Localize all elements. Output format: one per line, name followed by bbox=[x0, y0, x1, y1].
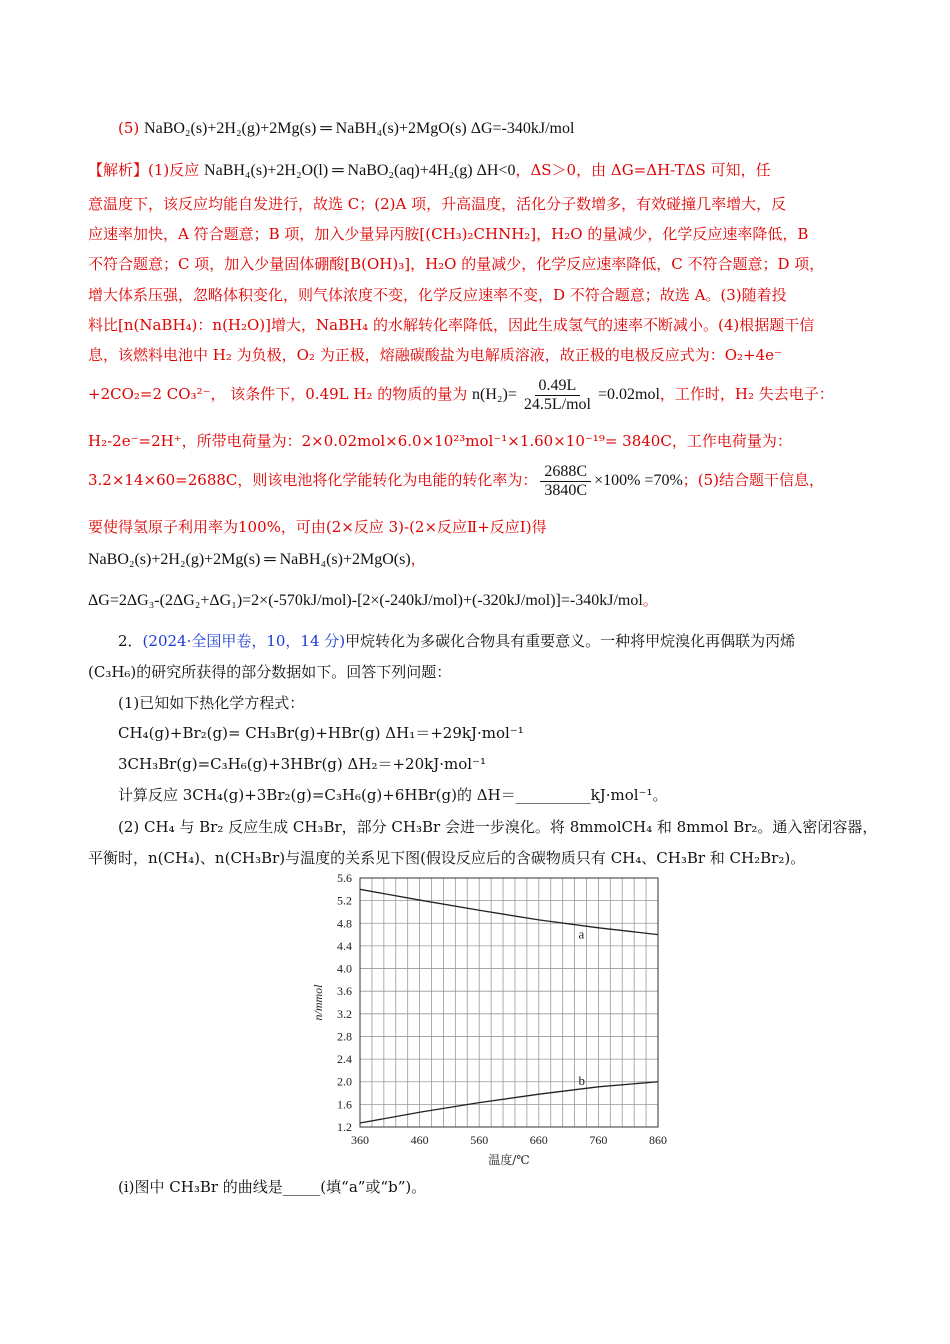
q2-line-1 bbox=[118, 631, 795, 651]
y-tick-label: 1.2 bbox=[337, 1120, 352, 1134]
y-tick-label: 5.2 bbox=[337, 893, 352, 908]
delta-g-equation: ΔG=2ΔG₃-(2ΔG₂+ΔG₁)=2×(-570kJ/mol)-[2×(-240kJ/mol)+(-320kJ/mol)]=-340kJ/mol bbox=[88, 592, 643, 609]
q2-part2-line-2: 平衡时，n(CH₄)、n(CH₃Br)与温度的关系见下图(假设反应后的含碳物质只有 CH₄、CH₃Br 和 CH₂Br₂)。 bbox=[88, 849, 806, 867]
analysis-text: +2CO₂=2 CO₃²⁻， 该条件下，0.49L H₂ 的物质的量为 bbox=[88, 385, 468, 403]
y-tick-label: 4.4 bbox=[337, 938, 352, 953]
q2-eq2: 3CH₃Br(g)=C₃H₆(g)+3HBr(g) ΔH₂＝+20kJ·mol⁻¹ bbox=[118, 755, 486, 773]
analysis-line-3: 应速率加快，A 符合题意；B 项，加入少量异丙胺[(CH₃)₂CHNH₂]，H₂O 的量减少，化学反应速率降低，B bbox=[88, 225, 809, 243]
analysis-text: 。 bbox=[642, 591, 658, 609]
q2-calc: 计算反应 3CH₄(g)+3Br₂(g)=C₃H₆(g)+6HBr(g)的 ΔH＝__________kJ·mol⁻¹。 bbox=[118, 786, 668, 804]
part5-label: (5) bbox=[118, 119, 140, 137]
part5-equation: NaBO₂(s)+2H₂(g)+2Mg(s) ═ NaBH₄(s)+2MgO(s) ΔG=-340kJ/mol bbox=[144, 120, 575, 137]
analysis-line-2: 意温度下，该反应均能自发进行，故选 C；(2)A 项，升高温度，活化分子数增多，有效碰撞几率增大，反 bbox=[88, 195, 787, 213]
analysis-tag: 【解析】 bbox=[88, 161, 149, 179]
efficiency-result: ×100% =70% bbox=[594, 472, 683, 489]
y-tick-label: 3.2 bbox=[337, 1006, 352, 1021]
y-tick-label: 1.6 bbox=[337, 1097, 352, 1112]
analysis-line-13 bbox=[88, 590, 658, 611]
series-line-b bbox=[360, 1082, 658, 1123]
x-tick-label: 760 bbox=[589, 1133, 608, 1147]
q2-part2-line-1: (2) CH₄ 与 Br₂ 反应生成 CH₃Br，部分 CH₃Br 会进一步溴化。将 8mmolCH₄ 和 8mmol Br₂。通入密闭容器， bbox=[118, 818, 878, 836]
y-tick-label: 5.6 bbox=[337, 871, 352, 885]
x-tick-label: 860 bbox=[649, 1133, 667, 1147]
analysis-text: ；(5)结合题干信息， bbox=[682, 471, 825, 489]
analysis-line-4: 不符合题意；C 项，加入少量固体硼酸[B(OH)₃]，H₂O 的量减少，化学反应速率降低，C 不符合题意；D 项， bbox=[88, 255, 825, 273]
analysis-line-12 bbox=[88, 549, 426, 570]
q2-part1: (1)已知如下热化学方程式： bbox=[118, 694, 305, 712]
q2-line-2: (C₃H₆)的研究所获得的部分数据如下。回答下列问题： bbox=[88, 663, 452, 681]
fraction-numerator: 2688C bbox=[540, 463, 591, 482]
y-tick-label: 3.6 bbox=[337, 984, 352, 999]
analysis-line-11: 要使得氢原子利用率为100%，可由(2×反应 3)-(2×反应Ⅱ+反应Ⅰ)得 bbox=[88, 518, 547, 536]
x-tick-label: 360 bbox=[351, 1133, 369, 1147]
analysis-line-7: 息，该燃料电池中 H₂ 为负极，O₂ 为正极，熔融碳酸盐为电解质溶液，故正极的电极反应式为：O₂+4e⁻ bbox=[88, 346, 782, 364]
fraction-numerator: 0.49L bbox=[535, 377, 581, 396]
analysis-line-1 bbox=[88, 160, 771, 181]
y-tick-label: 2.4 bbox=[337, 1052, 352, 1067]
series-label-b: b bbox=[578, 1072, 586, 1088]
y-tick-label: 2.8 bbox=[337, 1029, 352, 1044]
temperature-chart bbox=[310, 868, 690, 1168]
analysis-line-5: 增大体系压强，忽略体积变化，则气体浓度不变，化学反应速率不变，D 不符合题意；故选 A。(3)随着投 bbox=[88, 286, 787, 304]
x-tick-label: 660 bbox=[529, 1133, 548, 1147]
y-tick-label: 4.0 bbox=[337, 961, 352, 976]
series-line-a bbox=[360, 889, 658, 934]
analysis-line-6: 料比[n(NaBH₄)：n(H₂O)]增大，NaBH₄ 的水解转化率降低，因此生成氢气的速率不断减小。(4)根据题干信 bbox=[88, 316, 815, 334]
analysis-line-9: H₂-2e⁻=2H⁺，所带电荷量为：2×0.02mol×6.0×10²³mol⁻¹×1.60×10⁻¹⁹= 3840C，工作电荷量为： bbox=[88, 432, 792, 450]
x-axis-label: 温度/℃ bbox=[488, 1153, 530, 1167]
h2-fraction bbox=[520, 377, 595, 414]
analysis-text: 3.2×14×60=2688C，则该电池将化学能转化为电能的转化率为： bbox=[88, 471, 538, 489]
y-tick-label: 4.8 bbox=[337, 916, 352, 931]
analysis-text: ， bbox=[410, 550, 426, 568]
analysis-text: (1)反应 bbox=[148, 161, 200, 179]
series-label-a: a bbox=[578, 926, 585, 942]
q2-sub-i: (i)图中 CH₃Br 的曲线是_____(填“a”或“b”)。 bbox=[118, 1178, 427, 1196]
analysis-line-10 bbox=[88, 460, 824, 501]
question-source: (2024·全国甲卷，10，14 分) bbox=[142, 632, 346, 650]
efficiency-fraction bbox=[540, 463, 591, 500]
x-tick-label: 560 bbox=[470, 1133, 489, 1147]
y-axis-label: n/mmol bbox=[311, 984, 325, 1021]
fraction-result: =0.02mol bbox=[597, 386, 660, 403]
part5-row bbox=[118, 118, 574, 139]
nh2-expression: n(H₂)= bbox=[472, 386, 517, 403]
y-tick-label: 2.0 bbox=[337, 1074, 352, 1089]
question-number: 2． bbox=[118, 632, 143, 650]
x-tick-label: 460 bbox=[410, 1133, 429, 1147]
net-reaction-equation: NaBO₂(s)+2H₂(g)+2Mg(s) ═ NaBH₄(s)+2MgO(s) bbox=[88, 551, 411, 568]
q2-eq1: CH₄(g)+Br₂(g)= CH₃Br(g)+HBr(g) ΔH₁＝+29kJ·mol⁻¹ bbox=[118, 724, 524, 742]
fraction-denominator: 3840C bbox=[544, 481, 588, 499]
analysis-text: ，ΔS＞0，由 ΔG=ΔH-TΔS 可知，任 bbox=[515, 161, 771, 179]
analysis-line-8 bbox=[88, 374, 834, 415]
fraction-denominator: 24.5L/mol bbox=[523, 395, 591, 413]
analysis-text: ，工作时，H₂ 失去电子： bbox=[659, 385, 834, 403]
question-text: 甲烷转化为多碳化合物具有重要意义。一种将甲烷溴化再偶联为丙烯 bbox=[345, 632, 796, 650]
analysis-equation-1: NaBH₄(s)+2H₂O(l) ═ NaBO₂(aq)+4H₂(g) ΔH<0 bbox=[204, 162, 516, 179]
